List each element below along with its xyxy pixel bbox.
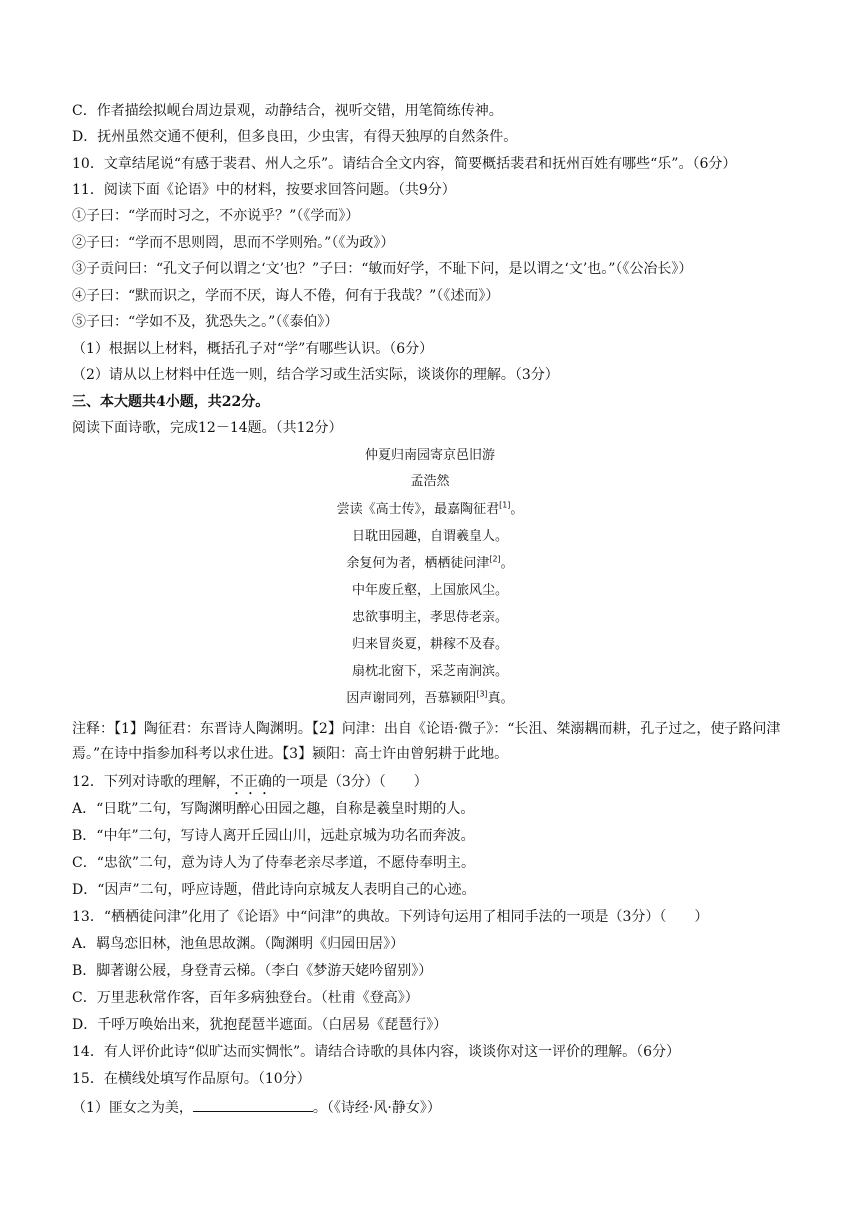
q9-option-d: D．抚州虽然交通不便利，但多良田，少虫害，有得天独厚的自然条件。 — [72, 129, 518, 145]
q11-material-4: ④子曰：“默而识之，学而不厌，诲人不倦，何有于我哉？”（《述而》） — [72, 288, 500, 304]
poem-line-8-end: 真。 — [487, 691, 514, 706]
q12-option-a: A．“日耽”二句，写陶渊明醉心田园之趣，自称是羲皇时期的人。 — [72, 801, 475, 817]
q9-option-c: C．作者描绘拟岘台周边景观，动静结合，视听交错，用笔简练传神。 — [72, 103, 503, 119]
section-3-heading: 三、本大题共4小题，共22分。 — [72, 394, 270, 410]
q13-option-a: A．羁鸟恋旧林，池鱼思故渊。（陶渊明《归园田居》） — [72, 936, 405, 952]
q11-material-3: ③子贡问曰：“孔文子何以谓之‘文’也？”子曰：“敏而好学，不耻下问，是以谓之‘文’也。”（《公冶长》） — [72, 261, 693, 277]
q11-material-2: ②子曰：“学而不思则罔，思而不学则殆。”（《为政》） — [72, 235, 395, 251]
section-3-intro: 阅读下面诗歌，完成12－14题。（共12分） — [72, 420, 343, 436]
q15-sub1-start: （1）匪女之为美， — [72, 1100, 193, 1116]
poem-line-2: 日耽田园趣，自谓羲皇人。 — [351, 529, 508, 544]
poem-notes: 注释：【1】陶征君：东晋诗人陶渊明。【2】问津：出自《论语·微子》：“长沮、桀溺耦而耕，孔子过之，使子路问津焉。”在诗中指参加科考以求仕进。【3】颍阳：高士许由曾躬耕于此地。 — [72, 721, 781, 762]
poem-line-4: 中年废丘壑，上国旅风尘。 — [351, 583, 508, 598]
q12-option-b: B．“中年”二句，写诗人离开丘园山川，远赴京城为功名而奔波。 — [72, 828, 475, 844]
q12-stem-start: 12．下列对诗歌的理解， — [72, 774, 230, 790]
question-15-stem: 15．在横线处填写作品原句。（10分） — [72, 1071, 311, 1087]
question-10: 10．文章结尾说“有感于裴君、州人之乐”。请结合全文内容，简要概括裴君和抚州百姓有哪些“乐”。（6分） — [72, 156, 737, 172]
q15-sub1-end: 。（《诗经·风·静女》） — [312, 1100, 441, 1116]
q11-subquestion-1: （1）根据以上材料，概括孔子对“学”有哪些认识。（6分） — [72, 341, 434, 357]
q11-material-1: ①子曰：“学而时习之，不亦说乎？”（《学而》） — [72, 208, 360, 224]
note-ref-3: [3] — [476, 689, 488, 699]
q12-stem-end: 的一项是（3分）（ ） — [271, 774, 428, 790]
question-12-stem — [72, 773, 800, 798]
answer-blank[interactable] — [193, 1097, 313, 1112]
poem-line-7: 扇枕北窗下，采芝南涧滨。 — [351, 664, 508, 679]
poem-line-1-end: 。 — [510, 502, 524, 517]
q12-option-d: D．“因声”二句，呼应诗题，借此诗向京城友人表明自己的心迹。 — [72, 882, 476, 898]
poem-line-3-end: 。 — [500, 556, 514, 571]
poem-line-1-text: 尝读《高士传》，最嘉陶征君 — [336, 502, 500, 517]
q11-subquestion-2: （2）请从以上材料中任选一则，结合学习或生活实际，谈谈你的理解。（3分） — [72, 367, 559, 383]
question-13-stem: 13．“栖栖徒问津”化用了《论语》中“问津”的典故。下列诗句运用了相同手法的一项是（3分）（ ） — [72, 909, 709, 925]
poem-title: 仲夏归南园寄京邑旧游 — [364, 448, 495, 463]
note-ref-1: [1] — [499, 500, 511, 510]
note-ref-2: [2] — [489, 554, 501, 564]
q11-material-5: ⑤子曰：“学如不及，犹恐失之。”（《泰伯》） — [72, 314, 339, 330]
question-14: 14．有人评价此诗“似旷达而实惆怅”。请结合诗歌的具体内容，谈谈你对这一评价的理解。（6分） — [72, 1044, 681, 1060]
poem-line-3-text: 余复何为者，栖栖徒问津 — [346, 556, 490, 571]
q13-option-c: C．万里悲秋常作客，百年多病独登台。（杜甫《登高》） — [72, 990, 419, 1006]
poem-author: 孟浩然 — [410, 474, 450, 489]
poem-line-8-text: 因声谢同列，吾慕颍阳 — [346, 691, 477, 706]
poem-line-6: 归来冒炎夏，耕稼不及春。 — [351, 637, 508, 652]
poem-line-1 — [0, 501, 860, 519]
q13-option-b: B．脚著谢公屐，身登青云梯。（李白《梦游天姥吟留别》） — [72, 963, 433, 979]
q12-option-c: C．“忠欲”二句，意为诗人为了侍奉老亲尽孝道，不愿侍奉明主。 — [72, 855, 476, 871]
q15-subquestion-1 — [72, 1097, 800, 1117]
poem-line-5: 忠欲事明主，孝思侍老亲。 — [351, 610, 508, 625]
poem-line-8 — [0, 690, 860, 708]
q12-emphasis: 不正确 — [229, 774, 272, 790]
poem-line-3 — [0, 555, 860, 573]
question-11-stem: 11．阅读下面《论语》中的材料，按要求回答问题。（共9分） — [72, 182, 456, 198]
q13-option-d: D．千呼万唤始出来，犹抱琵琶半遮面。（白居易《琵琶行》） — [72, 1017, 448, 1033]
